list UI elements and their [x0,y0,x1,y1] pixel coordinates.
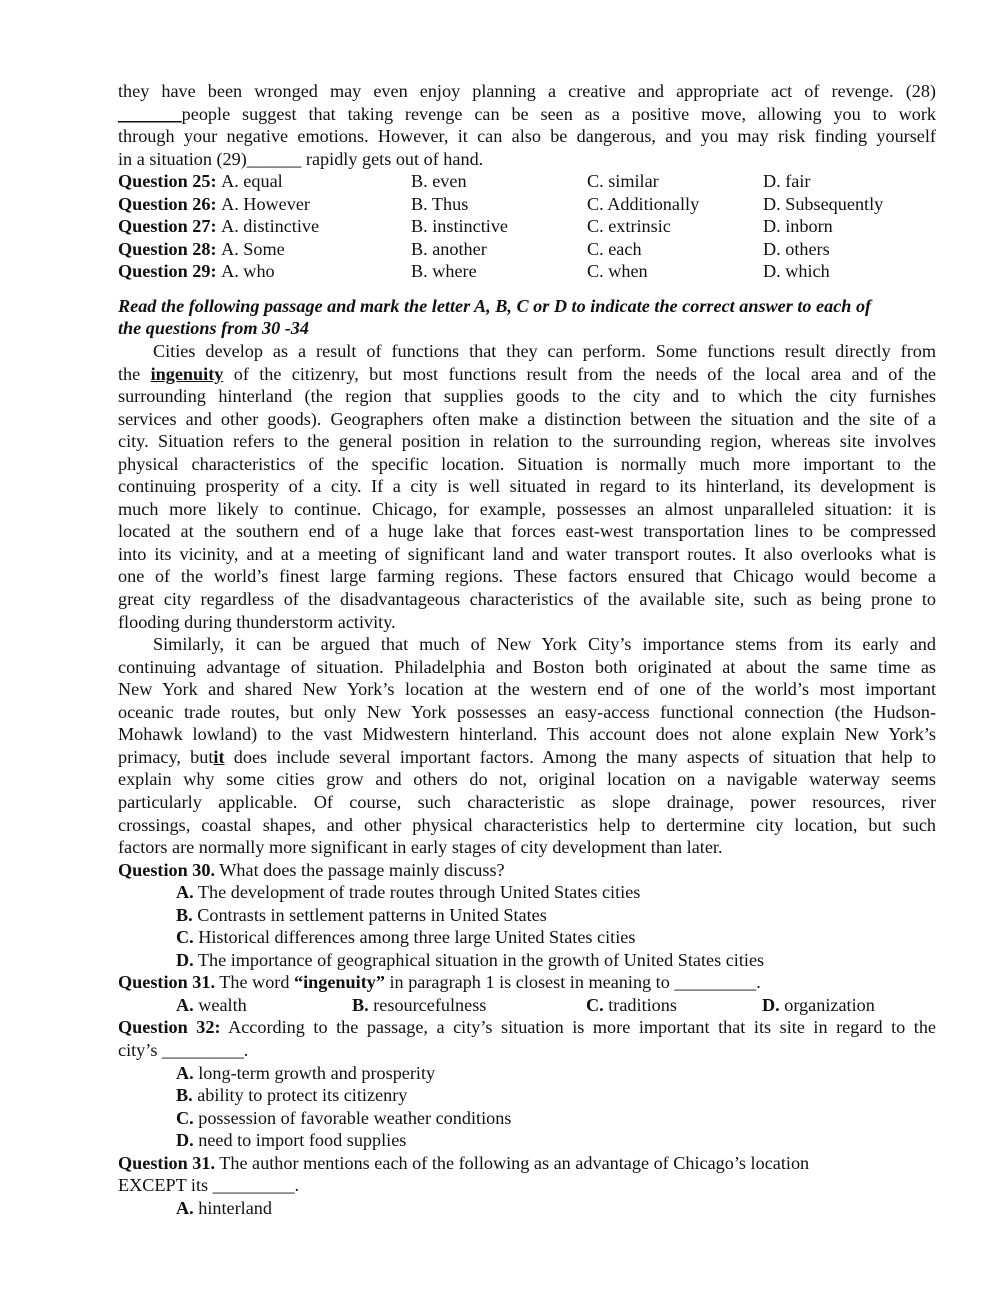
option-b[interactable]: B. even [411,171,467,192]
question-31 [118,971,936,1016]
passage-line: flooding during thunderstorm activity. [118,611,396,632]
question-stem: city’s _________. [118,1039,249,1060]
question-row [118,193,936,216]
option-b[interactable]: B. Contrasts in settlement patterns in United States [176,904,547,925]
option-d[interactable]: D. inborn [763,216,833,237]
option-c[interactable]: C. similar [587,171,659,192]
passage-paragraph-1 [118,340,936,633]
section-instruction: Read the following passage and mark the letter A, B, C or D to indicate the correct answer to each of the questions from 30 -34 [118,295,872,339]
passage-line: factors are normally more significant in early stages of city development than later. [118,837,723,858]
question-row [118,238,936,261]
passage-paragraph-2 [118,633,936,858]
option-a[interactable]: A. long-term growth and prosperity [176,1062,436,1083]
question-label: Question 32: [118,1017,221,1038]
question-label: Question 28: [118,238,217,259]
option-a[interactable]: Question 27: A. distinctive [118,216,320,237]
document-page [118,80,936,1219]
option-c[interactable]: C. Historical differences among three large United States cities [176,927,636,948]
passage-line: oceanic trade routes, but only New York possesses an easy-access functional connection (the Hudson- [118,701,936,722]
question-stem: Question 32: According to the passage, a city’s situation is more important that its site in regard to the [118,1017,937,1038]
option-b[interactable]: B. Thus [411,193,469,214]
option-a[interactable]: A. hinterland [176,1197,272,1218]
answer-blank: _______ [118,103,182,124]
highlighted-word-it: it [213,746,225,767]
question-row [118,260,936,283]
option-a[interactable]: Question 26: A. However [118,193,310,214]
intro-paragraph [118,80,936,170]
option-d[interactable]: D. Subsequently [763,193,884,214]
cloze-question-list [118,170,936,283]
option-c[interactable]: C. possession of favorable weather conditions [176,1107,512,1128]
passage-line: located at the southern end of a huge lake that forces east-west transportation lines to be compressed [118,521,936,542]
intro-line: they have been wronged may even enjoy planning a creative and appropriate act of revenge. (28) [118,81,936,101]
passage-line: continuing advantage of situation. Philadelphia and Boston both originated at about the same time as [118,656,936,677]
question-row [118,170,936,193]
question-label: Question 25 [118,171,211,192]
question-stem: Question 31. The word “ingenuity” in paragraph 1 is closest in meaning to _________. [118,972,761,993]
option-b[interactable]: B. where [411,261,477,282]
passage-line: particularly applicable. Of course, such characteristic as slope drainage, power resources, river [118,791,936,812]
option-b[interactable]: B. another [411,238,487,259]
option-a[interactable]: A. The development of trade routes through United States cities [176,882,641,903]
option-b[interactable]: B. ability to protect its citizenry [176,1085,408,1106]
option-d[interactable]: D. need to import food supplies [176,1130,407,1151]
passage-line: city. Situation refers to the general position in relation to the surrounding region, whereas site involves [118,431,936,452]
passage-line: great city regardless of the disadvantageous characteristics of the available site, such as being prone to [118,589,936,610]
option-c[interactable]: C. traditions [586,994,677,1015]
question-stem: EXCEPT its _________. [118,1175,300,1196]
passage-line: primacy, butit does include several important factors. Among the many aspects of situation that help to [118,746,936,767]
option-c[interactable]: C. when [587,261,648,282]
intro-line: through your negative emotions. However, it can also be dangerous, and you may risk finding yourself [118,126,936,147]
passage-line: explain why some cities grow and others do not, original location on a navigable waterway seems [118,769,936,790]
option-d[interactable]: D. organization [762,994,875,1015]
question-stem: Question 31. The author mentions each of the following as an advantage of Chicago’s location [118,1152,810,1173]
question-30 [118,859,936,972]
passage-line: much more likely to continue. Chicago, for example, possesses an almost unparalleled situation: it is [118,498,936,519]
option-c[interactable]: C. Additionally [587,193,700,214]
passage-line: continuing prosperity of a city. If a city is well situated in regard to its hinterland, its development is [118,476,936,497]
option-row [118,994,936,1017]
passage-line: Similarly, it can be argued that much of New York City’s importance stems from its early and [153,634,936,655]
option-a[interactable]: A. wealth [176,994,247,1015]
passage-line: Mohawk lowland) to the vast Midwestern hinterland. This account does not alone explain New York’s [118,724,936,745]
question-32 [118,1016,936,1151]
question-label: Question 30. [118,859,216,880]
option-d[interactable]: D. others [763,238,830,259]
passage-line: the ingenuity of the citizenry, but most functions result from the needs of the local area and of the [118,363,937,384]
question-label: Question 26 [118,193,211,214]
highlighted-word-ingenuity: ingenuity [150,363,224,384]
option-b[interactable]: B. instinctive [411,216,508,237]
question-label: Question 27: [118,216,217,237]
question-33 [118,1152,936,1220]
question-stem: Question 30. What does the passage mainly discuss? [118,859,505,880]
question-label: Question 31. [118,1152,216,1173]
option-d[interactable]: D. fair [763,171,811,192]
option-a[interactable]: Question 25: A. equal [118,171,283,192]
question-label: Question 31. [118,972,216,993]
option-a[interactable]: Question 29: A. who [118,261,275,282]
option-d[interactable]: D. which [763,261,830,282]
intro-text: people suggest that taking revenge can be seen as a positive move, allowing you to work [181,103,936,124]
passage-line: into its vicinity, and at a meeting of significant land and water transport routes. It also overlooks what is [118,543,936,564]
question-row [118,215,936,238]
intro-line: in a situation (29)______ rapidly gets out of hand. [118,148,484,169]
passage-line: services and other goods). Geographers often make a distinction between the situation and the site of a [118,408,936,429]
option-d[interactable]: D. The importance of geographical situation in the growth of United States cities [176,949,765,970]
question-label: Question 29: [118,261,217,282]
option-c[interactable]: C. extrinsic [587,216,671,237]
passage-line: one of the world’s finest large farming regions. These factors ensured that Chicago would become a [118,566,936,587]
option-c[interactable]: C. each [587,238,642,259]
passage-line: Cities develop as a result of functions that they can perform. Some functions result directly from [153,341,936,362]
intro-line [118,103,936,126]
passage-line: surrounding hinterland (the region that supplies goods to the city and to which the city furnishes [118,386,936,407]
passage-line: physical characteristics of the specific location. Situation is normally much more important to the [118,453,936,474]
option-a[interactable]: Question 28: A. Some [118,238,285,259]
passage-line: New York and shared New York’s location at the western end of one of the world’s most important [118,679,936,700]
passage-line: crossings, coastal shapes, and other physical characteristics help to dertermine city location, but such [118,814,936,835]
option-b[interactable]: B. resourcefulness [352,994,487,1015]
